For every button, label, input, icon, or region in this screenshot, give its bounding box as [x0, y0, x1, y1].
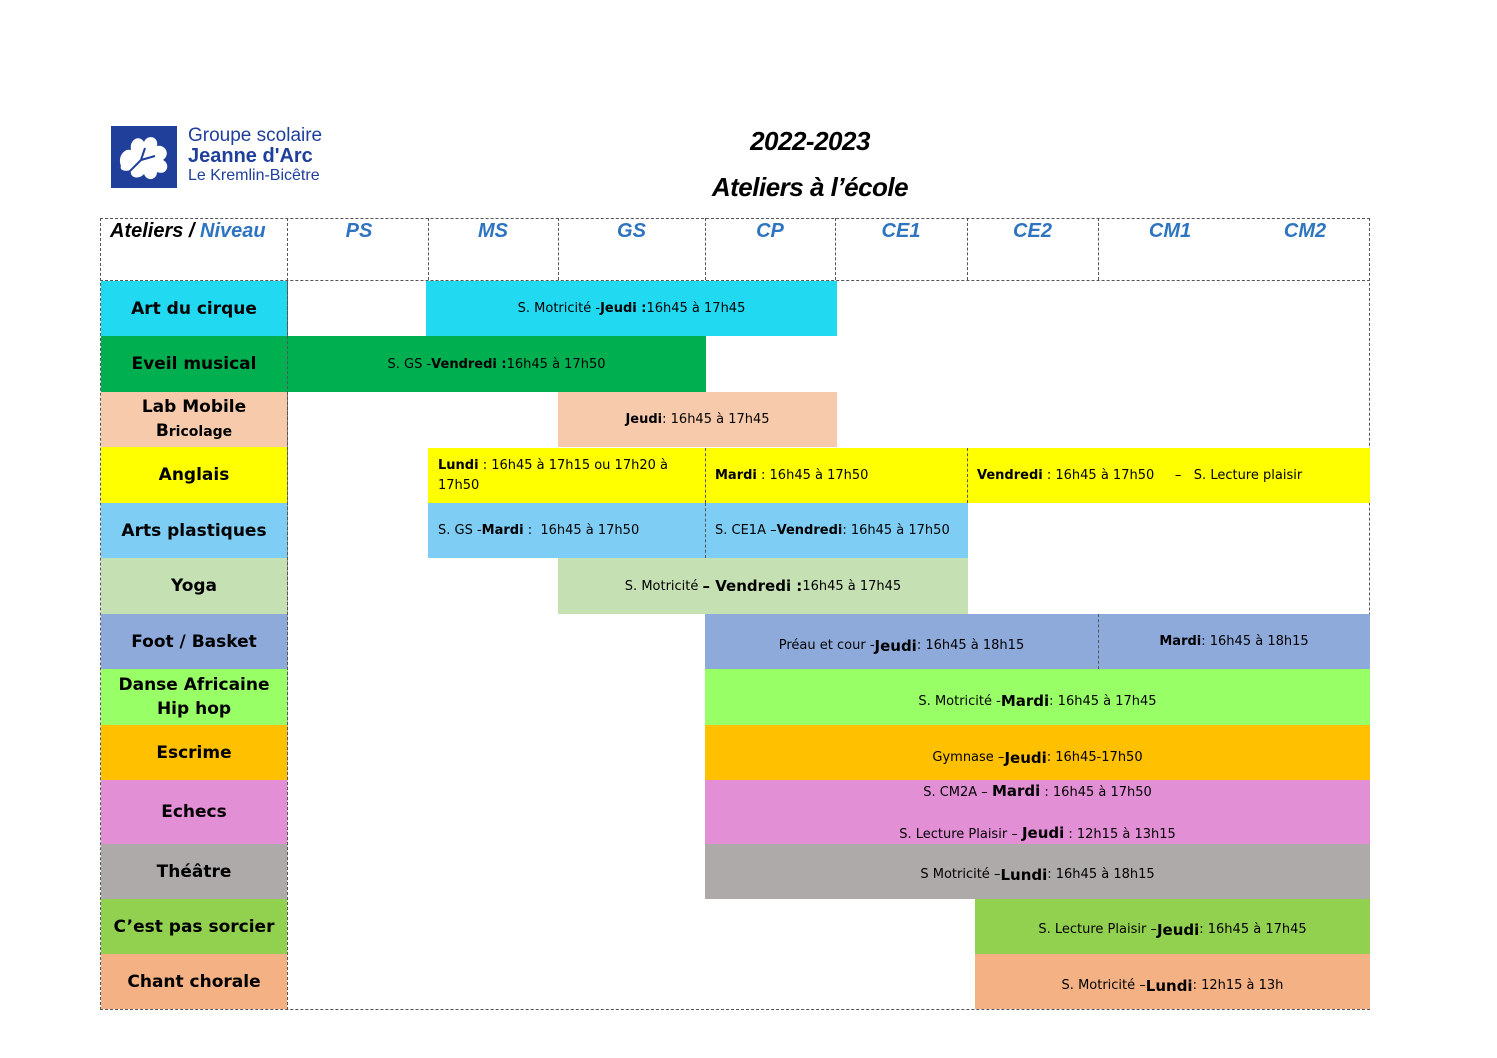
row-label-art-du-cirque: Art du cirque [101, 281, 287, 336]
bar-day: Mardi [991, 782, 1041, 800]
page-title: Ateliers à l’école [711, 172, 909, 202]
bar-text: S. Motricité - [918, 693, 1001, 709]
header-ateliers-niveau [110, 220, 266, 243]
oak-leaf-icon [111, 126, 177, 188]
bar-text: S Motricité – [920, 867, 1001, 882]
bar-text: : 16h45 à 17h50 [1040, 785, 1152, 800]
row-label-foot-basket: Foot / Basket [101, 614, 287, 669]
grid-line [1098, 218, 1099, 280]
bar-cest-pas-sorcier [975, 899, 1370, 954]
bar-day: Mardi [481, 523, 524, 538]
row-label-arts-plastiques: Arts plastiques [101, 503, 287, 558]
row-label-danse [101, 669, 287, 725]
bar-text: : 16h45-17h50 [1046, 750, 1143, 765]
row-label-line: Hip hop [156, 699, 232, 719]
bar-day: Mardi [715, 468, 757, 483]
row-label-eveil-musical: Eveil musical [101, 336, 287, 392]
row-label-line: Danse Africaine [118, 675, 270, 695]
bar-text: S. Motricité [624, 578, 703, 594]
bar-anglais-cp-ce1 [705, 448, 967, 503]
header-level-cp: CP [756, 220, 784, 242]
bar-echecs [705, 780, 1370, 844]
bar-text: S. CM2A – [923, 785, 992, 800]
header-ateliers: Ateliers / [110, 220, 201, 242]
bar-day: Jeudi : [600, 301, 647, 316]
bar-day: Lundi [438, 457, 479, 473]
header-level-ps: PS [345, 220, 373, 242]
bar-day: – Vendredi : [702, 577, 803, 595]
row-label-lab-mobile [101, 392, 287, 447]
bar-text: S. Motricité - [517, 301, 601, 316]
bar-text: : 16h45 à 18h15 [1201, 634, 1309, 649]
row-label-anglais: Anglais [101, 447, 287, 503]
bar-day: Vendredi : [431, 356, 507, 372]
grid-line [705, 503, 706, 558]
row-label-chant-chorale: Chant chorale [101, 954, 287, 1009]
bar-day: Jeudi [1156, 920, 1200, 939]
logo-line-3: Le Kremlin-Bicêtre [188, 167, 320, 184]
bar-text: : 16h45 à 17h45 [1199, 922, 1307, 937]
row-label-theatre: Théâtre [101, 844, 287, 899]
bar-line [923, 782, 1152, 800]
bar-danse-africaine [705, 669, 1370, 725]
bar-foot-basket-cp-cm1 [705, 614, 1098, 669]
bar-text: : 16h45 à 17h50 [756, 468, 869, 483]
bar-day: Vendredi [776, 523, 843, 538]
bar-text: : 16h45 à 18h15 [916, 638, 1025, 653]
bar-day: Jeudi [1004, 748, 1047, 767]
bar-text: : 16h45 à 17h50 [842, 523, 950, 538]
header-level-cm2: CM2 [1283, 220, 1327, 242]
logo-text [188, 126, 322, 186]
grid-line [967, 448, 968, 503]
bar-text: S. CE1A – [715, 523, 777, 538]
row-label-escrime: Escrime [101, 725, 287, 780]
bar-text: 16h45 à 17h45 [646, 301, 746, 316]
row-label-yoga: Yoga [101, 558, 287, 614]
bar-text: Préau et cour - [778, 638, 875, 653]
bar-text: 16h45 à 17h50 [506, 356, 606, 372]
bar-day: Jeudi [874, 636, 917, 655]
header-level-ms: MS [478, 220, 508, 242]
bar-theatre [705, 844, 1370, 899]
row-label-line [156, 419, 232, 444]
bar-text: : 12h15 à 13h15 [1064, 827, 1176, 842]
header-level-gs: GS [617, 220, 646, 242]
bar-text: : 16h45 à 17h45 [662, 412, 770, 427]
bar-day: Mardi [1159, 634, 1202, 649]
grid-line [705, 448, 706, 503]
bar-text: S. Lecture Plaisir – [1038, 922, 1157, 937]
bar-text: : 16h45 à 17h50 – S. Lecture plaisir [1042, 468, 1303, 483]
bar-lab-mobile [558, 392, 837, 447]
bar-day: Jeudi [625, 412, 663, 427]
bar-text: Gymnase – [932, 750, 1005, 765]
row-label-echecs: Echecs [101, 780, 287, 844]
page-year: 2022-2023 [750, 126, 870, 156]
bar-text-block [438, 456, 705, 496]
bar-day: Lundi [1145, 976, 1193, 995]
row-label-cest-pas-sorcier: C’est pas sorcier [101, 899, 287, 954]
bar-chant-chorale [975, 954, 1370, 1009]
bar-text: : 16h45 à 17h15 ou 17h20 à 17h50 [438, 457, 668, 493]
bar-text: S. GS - [438, 523, 482, 538]
row-label-line: Lab Mobile [141, 397, 247, 417]
bar-anglais-ce2-cm2 [967, 448, 1370, 503]
grid-line [287, 281, 288, 1010]
logo-line-2: Jeanne d'Arc [188, 145, 313, 167]
bar-yoga [558, 558, 968, 614]
bar-art-du-cirque [426, 281, 837, 336]
header-level-cm1: CM1 [1148, 220, 1192, 242]
bar-foot-basket-cm1-cm2 [1098, 614, 1370, 669]
bar-text: S. Lecture Plaisir – [899, 827, 1022, 842]
row-label-initial: B [155, 421, 169, 441]
bar-text: S. GS - [387, 356, 432, 372]
logo-line-1: Groupe scolaire [188, 125, 323, 146]
bar-line [899, 824, 1176, 842]
bar-anglais-ms-gs [428, 448, 705, 503]
bar-day: Vendredi [977, 468, 1043, 483]
header-level-ce1: CE1 [881, 220, 921, 242]
bar-day: Lundi [1000, 865, 1048, 884]
bar-day: Jeudi [1021, 824, 1065, 842]
bar-text: : 16h45 à 17h45 [1049, 693, 1157, 709]
bar-arts-plastiques-ms-gs [428, 503, 705, 558]
bar-text: S. Motricité – [1061, 978, 1146, 993]
bar-text: : 12h15 à 13h [1192, 978, 1284, 993]
bar-text: : 16h45 à 17h50 [523, 523, 640, 538]
bar-text: 16h45 à 17h45 [802, 578, 902, 594]
school-logo [111, 126, 351, 190]
bar-day: Mardi [1000, 692, 1050, 710]
row-label-rest: ricolage [168, 424, 233, 440]
grid-line [1098, 614, 1099, 669]
bar-eveil-musical [287, 336, 706, 392]
header-level-ce2: CE2 [1013, 220, 1052, 242]
bar-text: : 16h45 à 18h15 [1047, 867, 1155, 882]
bar-arts-plastiques-cp-ce1 [705, 503, 968, 558]
bar-escrime [705, 725, 1370, 780]
header-niveau: Niveau [200, 220, 266, 242]
